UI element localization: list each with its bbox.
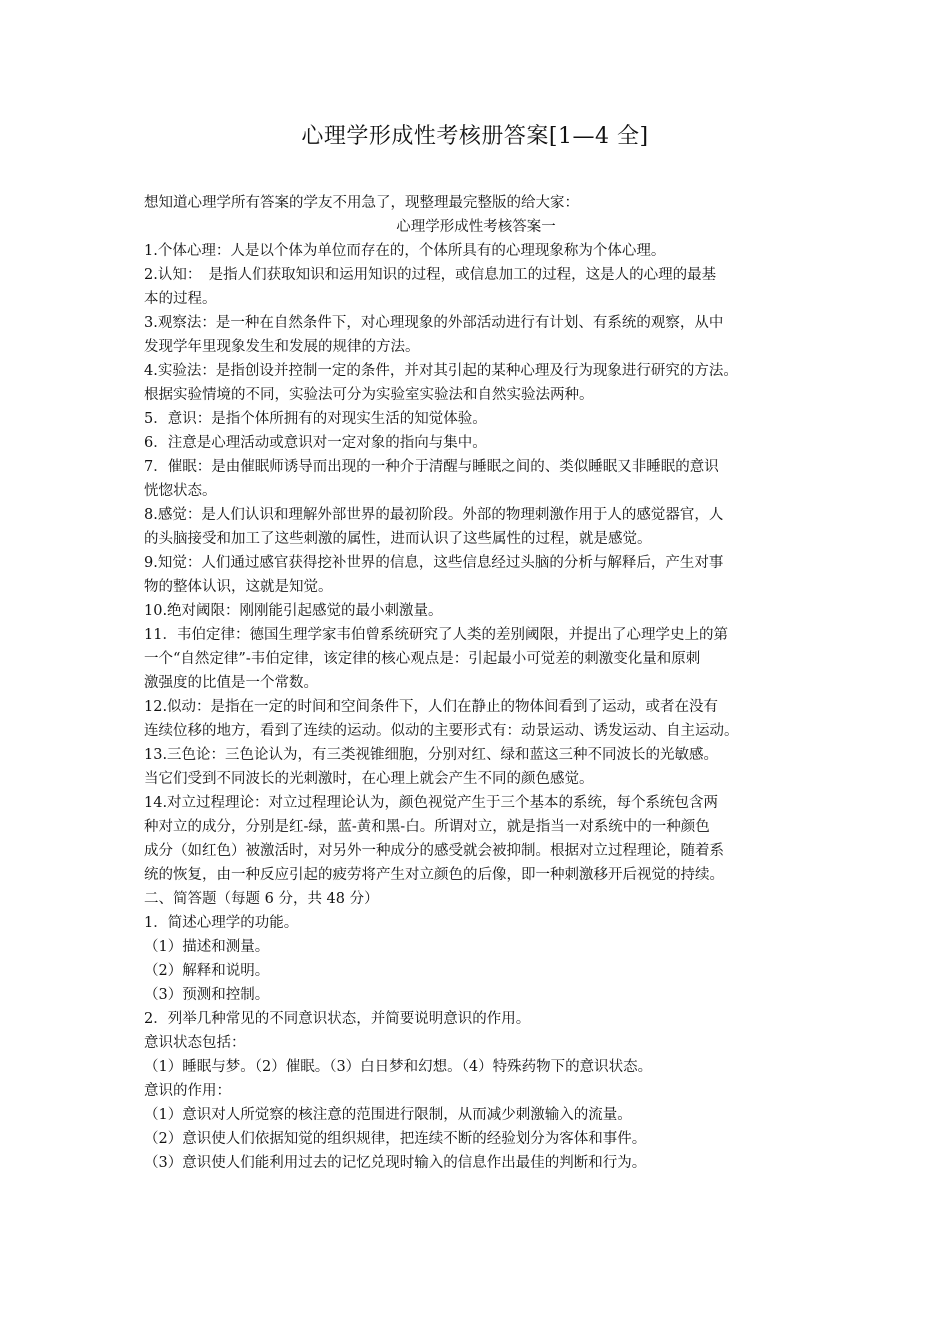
text-line: （3）预测和控制。 <box>144 987 270 1003</box>
text-line: 发现学年里现象发生和发展的规律的方法。 <box>144 339 420 355</box>
text-line: 9.知觉：人们通过感官获得挖补世界的信息，这些信息经过头脑的分析与解释后，产生对事 <box>144 555 724 571</box>
text-line: 1.个体心理：人是以个体为单位而存在的，个体所具有的心理现象称为个体心理。 <box>144 243 666 259</box>
text-line: 二、简答题（每题 6 分，共 48 分） <box>144 891 379 907</box>
text-line: 种对立的成分，分别是红-绿，蓝-黄和黑-白。所谓对立，就是指当一对系统中的一种颜色 <box>144 819 710 835</box>
text-line: 意识状态包括： <box>144 1035 246 1051</box>
text-line: 意识的作用： <box>144 1083 231 1099</box>
text-line: 2.认知： 是指人们获取知识和运用知识的过程，或信息加工的过程，这是人的心理的最基 <box>144 267 717 283</box>
text-line: 根据实验情境的不同，实验法可分为实验室实验法和自然实验法两种。 <box>144 387 594 403</box>
text-line: 物的整体认识，这就是知觉。 <box>144 579 333 595</box>
text-line: 5．意识：是指个体所拥有的对现实生活的知觉体验。 <box>144 411 487 427</box>
text-line: （1）描述和测量。 <box>144 939 270 955</box>
text-line: （2）解释和说明。 <box>144 963 270 979</box>
text-line: 激强度的比值是一个常数。 <box>144 675 318 691</box>
text-line: 10.绝对阈限：刚刚能引起感觉的最小刺激量。 <box>144 603 443 619</box>
text-line: （1）睡眠与梦。（2）催眠。（3）白日梦和幻想。（4）特殊药物下的意识状态。 <box>144 1059 653 1075</box>
text-line: 恍惚状态。 <box>144 483 217 499</box>
text-line: （2）意识使人们依据知觉的组织规律，把连续不断的经验划分为客体和事件。 <box>144 1131 647 1147</box>
text-line: （1）意识对人所觉察的核注意的范围进行限制，从而减少刺激输入的流量。 <box>144 1107 632 1123</box>
text-line: 本的过程。 <box>144 291 217 307</box>
text-line: 4.实验法：是指创设并控制一定的条件，并对其引起的某种心理及行为现象进行研究的方法。 <box>144 363 738 379</box>
text-line: 2．列举几种常见的不同意识状态，并简要说明意识的作用。 <box>144 1011 531 1027</box>
text-line: 7．催眠：是由催眠师诱导而出现的一种介于清醒与睡眠之间的、类似睡眠又非睡眠的意识 <box>144 459 719 475</box>
text-line: 1．简述心理学的功能。 <box>144 915 299 931</box>
text-line: 当它们受到不同波长的光刺激时，在心理上就会产生不同的颜色感觉。 <box>144 771 594 787</box>
document-title: 心理学形成性考核册答案[1—4 全] <box>301 124 649 149</box>
text-line: 8.感觉：是人们认识和理解外部世界的最初阶段。外部的物理刺激作用于人的感觉器官，人 <box>144 507 724 523</box>
intro-line: 想知道心理学所有答案的学友不用急了，现整理最完整版的给大家： <box>144 195 579 211</box>
text-line: 12.似动：是指在一定的时间和空间条件下，人们在静止的物体间看到了运动，或者在没有 <box>144 699 719 715</box>
text-line: 连续位移的地方，看到了连续的运动。似动的主要形式有：动景运动、诱发运动、自主运动。 <box>144 723 739 739</box>
text-line: 一个“自然定律”-韦伯定律，该定律的核心观点是：引起最小可觉差的刺激变化量和原刺 <box>144 651 701 667</box>
text-line: 11．韦伯定律：德国生理学家韦伯曾系统研究了人类的差别阈限，并提出了心理学史上的第 <box>144 627 728 643</box>
text-line: 14.对立过程理论：对立过程理论认为，颜色视觉产生于三个基本的系统，每个系统包含两 <box>144 795 719 811</box>
section-heading: 心理学形成性考核答案一 <box>396 219 556 235</box>
text-line: 3.观察法：是一种在自然条件下，对心理现象的外部活动进行有计划、有系统的观察，从中 <box>144 315 724 331</box>
text-line: （3）意识使人们能利用过去的记忆兑现时输入的信息作出最佳的判断和行为。 <box>144 1155 647 1171</box>
text-line: 成分（如红色）被激活时，对另外一种成分的感受就会被抑制。根据对立过程理论，随着系 <box>144 843 724 859</box>
text-line: 6．注意是心理活动或意识对一定对象的指向与集中。 <box>144 435 487 451</box>
document-body <box>144 191 808 1175</box>
text-line: 13.三色论：三色论认为，有三类视锥细胞，分别对红、绿和蓝这三种不同波长的光敏感。 <box>144 747 719 763</box>
text-line: 统的恢复，由一种反应引起的疲劳将产生对立颜色的后像，即一种刺激移开后视觉的持续。 <box>144 867 724 883</box>
text-line: 的头脑接受和加工了这些刺激的属性，进而认识了这些属性的过程，就是感觉。 <box>144 531 652 547</box>
